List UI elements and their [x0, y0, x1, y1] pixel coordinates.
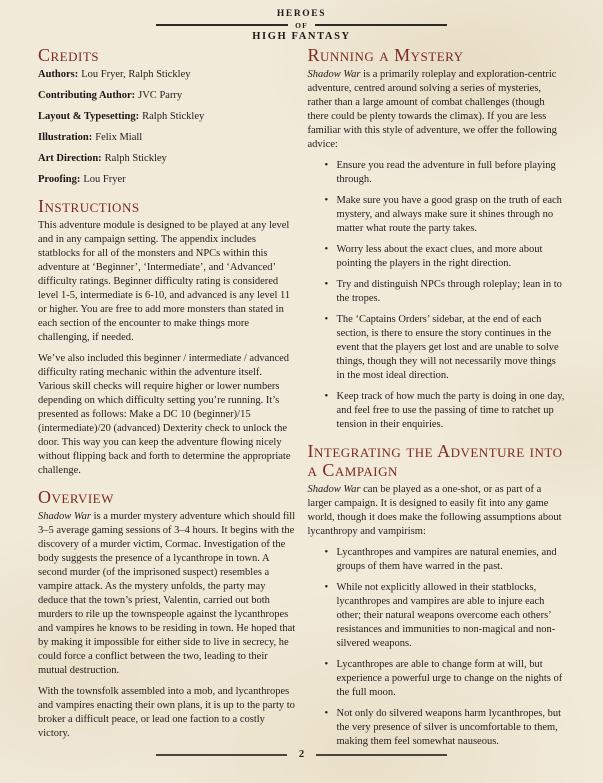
- integrating-intro: [308, 483, 566, 539]
- two-column-content: [0, 43, 603, 756]
- advice-list: [308, 159, 566, 432]
- credit-row: [38, 131, 296, 145]
- credit-value: Ralph Stickley: [142, 111, 205, 122]
- page-header: [0, 0, 603, 43]
- overview-paragraph-1-text: is a murder mystery adventure which should fill 3–5 average gaming sessions of 3–4 hours. It begins with the discovery of a murder victim, Cormac. Investigation of the body suggests the presence of a lycanthrope in town. A second murder (of the imprisoned suspect) resembles a vampire attack. As the mystery unfolds, the party may deduce that the town’s priest, Valentin, carried out both murders to rile up the townspeople against the lycanthropes and vampires he knows to be residing in town. He hoped that by making it impossible for either side to live in secrecy, he could force a conflict between the two, leading to their mutual destruction.: [38, 511, 296, 676]
- credit-value: JVC Parry: [138, 90, 183, 101]
- credit-label: Art Direction:: [38, 153, 102, 164]
- credit-label: Contributing Author:: [38, 90, 136, 101]
- footer-rule-right: [316, 754, 447, 756]
- bullet-item: • Ensure you read the adventure in full before playing through.: [308, 159, 566, 187]
- header-rule-left: [156, 24, 288, 26]
- bullet-item: • Not only do silvered weapons harm lycanthropes, but the very presence of silver is uncomfortable to them, making them feel somewhat nauseous.: [308, 707, 566, 749]
- running-a-mystery-intro: [308, 68, 566, 152]
- credit-value: Lou Fryer: [83, 174, 126, 185]
- footer-rule-left: [156, 754, 287, 756]
- credit-row: [38, 110, 296, 124]
- credit-value: Felix Miall: [95, 132, 143, 143]
- bullet-item: • The ‘Captains Orders’ sidebar, at the end of each section, is there to ensure the story continues in the event that the players get lost and are unable to solve things, though they will not necessarily move things in the most ideal direction.: [308, 313, 566, 383]
- right-column: [308, 46, 566, 756]
- credit-label: Illustration:: [38, 132, 93, 143]
- integrating-heading: Integrating the Adventure into a Campaign: [307, 441, 563, 480]
- credits-heading: Credits: [38, 45, 100, 65]
- overview-paragraph-1: [38, 510, 296, 678]
- bullet-item: • Try and distinguish NPCs through roleplay; lean in to the tropes.: [308, 278, 566, 306]
- book-title-italic: Shadow War: [307, 484, 361, 495]
- credit-value: Lou Fryer, Ralph Stickley: [81, 69, 191, 80]
- header-title-top: HEROES: [276, 9, 327, 19]
- credit-row: [38, 173, 296, 187]
- section-overview: [38, 488, 296, 741]
- instructions-heading: Instructions: [38, 196, 140, 216]
- bullet-item: • Worry less about the exact clues, and more about pointing the players in the right direction.: [308, 243, 566, 271]
- header-rule-row: [0, 21, 603, 29]
- credit-label: Proofing:: [38, 174, 81, 185]
- book-title-italic: Shadow War: [307, 69, 361, 80]
- integrating-intro-text: can be played as a one-shot, or as part of a larger campaign. It is designed to easily fit into any game world, though it does make the following assumptions about lycanthropy and vampirism:: [307, 484, 562, 537]
- bullet-item: • Make sure you have a good grasp on the truth of each mystery, and always make sure it shines through no matter what route the party takes.: [308, 194, 566, 236]
- credit-label: Authors:: [38, 69, 79, 80]
- header-title-of: OF: [295, 20, 308, 30]
- overview-paragraph-2: With the townsfolk assembled into a mob, and lycanthropes and vampires enacting their own plans, it is up to the party to broker a difficult peace, or lead one faction to a costly victory.: [38, 686, 295, 739]
- credit-value: Ralph Stickley: [104, 153, 167, 164]
- instructions-paragraph-1: This adventure module is designed to be played at any level and in any campaign setting. The appendix includes statblocks for all of the monsters and NPCs within this adventure at ‘Beginner’, ‘Intermediate’, and ‘Advanced’ difficulty ratings. Beginner difficulty rating is considered level 1-5, intermediate is 6-10, and advanced is any level 11 or higher. You are free to add more monsters than stated in each section of the encounter to make things more challenging, if needed.: [38, 220, 291, 343]
- bullet-item: • Lycanthropes are able to change form at will, but experience a powerful urge to change on the nights of the full moon.: [308, 658, 566, 700]
- bullet-item: • Lycanthropes and vampires are natural enemies, and groups of them have warred in the past.: [308, 546, 566, 574]
- page-footer: [0, 749, 603, 761]
- credit-label: Layout & Typesetting:: [38, 111, 140, 122]
- assumptions-list: [308, 546, 566, 749]
- section-integrating-adventure: [308, 442, 566, 749]
- section-instructions: [38, 197, 296, 478]
- instructions-paragraph-2: We’ve also included this beginner / intermediate / advanced difficulty rating mechanic within the adventure itself. Various skill checks will require higher or lower numbers depending on which difficulty setting you’re running. It’s presented as follows: Make a DC 10 (beginner)/15 (intermediate)/20 (advanced) Dexterity check to unlock the door. This way you can keep the adventure flowing nicely without flipping back and forth to determine the appropriate challenge.: [38, 353, 291, 476]
- running-a-mystery-heading: Running a Mystery: [307, 45, 464, 65]
- left-column: [38, 46, 296, 756]
- section-running-a-mystery: [308, 46, 566, 432]
- section-credits: [38, 46, 296, 187]
- header-rule-right: [315, 24, 447, 26]
- credit-row: [38, 68, 296, 82]
- book-title-italic: Shadow War: [38, 511, 91, 522]
- footer-page-number: 2: [298, 749, 305, 760]
- bullet-item: • Keep track of how much the party is doing in one day, and feel free to use the passing of time to ratchet up tension in their enquiries.: [308, 390, 566, 432]
- credit-row: [38, 152, 296, 166]
- bullet-item: • While not explicitly allowed in their statblocks, lycanthropes and vampires are able to injure each other; their natural weapons overcome each others’ resistances and immunities to non-magical and non-silvered weapons.: [308, 581, 566, 651]
- running-a-mystery-intro-text: is a primarily roleplay and exploration-centric adventure, centred around solving a series of mysteries, rather than a large amount of combat challenges (though there could be plenty towards the climax). If you are less familiar with this style of adventure, we offer the following advice:: [307, 69, 557, 150]
- credit-row: [38, 89, 296, 103]
- overview-heading: Overview: [38, 487, 114, 507]
- header-title-bottom: HIGH FANTASY: [252, 31, 351, 42]
